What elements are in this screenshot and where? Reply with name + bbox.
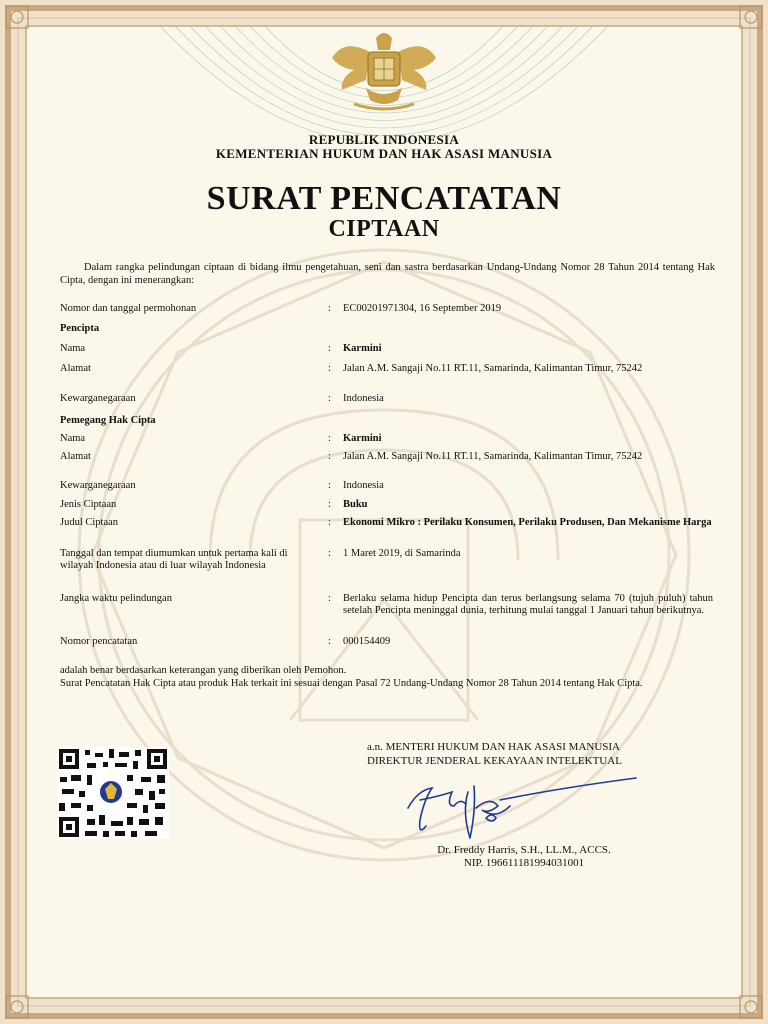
- holder-nationality: Indonesia: [343, 480, 384, 491]
- colon: :: [328, 480, 331, 491]
- holder-name-label: Nama: [60, 433, 86, 444]
- creator-heading: Pencipta: [60, 323, 100, 334]
- signatory-name: Dr. Freddy Harris, S.H., LL.M., ACCS.: [437, 844, 611, 856]
- application-label: Nomor dan tanggal permohonan: [60, 303, 197, 314]
- creator-nationality: Indonesia: [343, 393, 384, 404]
- document-subtitle: CIPTAAN: [328, 216, 440, 242]
- colon: :: [328, 548, 331, 559]
- colon: :: [328, 517, 331, 528]
- colon: :: [328, 363, 331, 374]
- work-term-label: Jangka waktu pelindungan: [60, 593, 172, 604]
- document-title: SURAT PENCATATAN: [206, 180, 562, 217]
- holder-name: Karmini: [343, 433, 382, 444]
- header-country: REPUBLIK INDONESIA: [308, 132, 460, 147]
- holder-nationality-label: Kewarganegaraan: [60, 480, 136, 491]
- signature-position: DIREKTUR JENDERAL KEKAYAAN INTELEKTUAL: [367, 755, 622, 767]
- colon: :: [328, 303, 331, 314]
- work-published-label: Tanggal dan tempat diumumkan untuk pertama kali di wilayah Indonesia atau di luar wilayah Indonesia: [60, 548, 288, 571]
- colon: :: [328, 393, 331, 404]
- colon: :: [328, 451, 331, 462]
- work-title-label: Judul Ciptaan: [60, 517, 119, 528]
- colon: :: [328, 343, 331, 354]
- colon: :: [328, 593, 331, 604]
- colon: :: [328, 499, 331, 510]
- holder-address-label: Alamat: [60, 451, 91, 462]
- signatory-nip: NIP. 196611181994031001: [463, 857, 585, 869]
- work-published: 1 Maret 2019, di Samarinda: [343, 548, 461, 559]
- work-title: Ekonomi Mikro : Perilaku Konsumen, Perilaku Produsen, Dan Mekanisme Harga: [343, 517, 712, 528]
- colon: :: [328, 433, 331, 444]
- colon: :: [328, 636, 331, 647]
- creator-address-label: Alamat: [60, 363, 91, 374]
- signature-on-behalf: a.n. MENTERI HUKUM DAN HAK ASASI MANUSIA: [367, 741, 620, 753]
- creator-name-label: Nama: [60, 343, 86, 354]
- creator-nationality-label: Kewarganegaraan: [60, 393, 136, 404]
- creator-name: Karmini: [343, 343, 382, 354]
- creator-address: Jalan A.M. Sangaji No.11 RT.11, Samarinda, Kalimantan Timur, 75242: [343, 363, 643, 374]
- work-term: Berlaku selama hidup Pencipta dan terus berlangsung selama 70 (tujuh puluh) tahun setelah Pencipta meninggal dunia, terhitung mulai tanggal 1 Januari tahun berikutnya.: [343, 593, 713, 616]
- work-type: Buku: [343, 499, 368, 510]
- closing-statement: adalah benar berdasarkan keterangan yang diberikan oleh Pemohon.: [60, 665, 347, 676]
- application-value: EC00201971304, 16 September 2019: [343, 303, 502, 314]
- work-type-label: Jenis Ciptaan: [60, 499, 117, 510]
- closing-legal-basis: Surat Pencatatan Hak Cipta atau produk Hak terkait ini sesuai dengan Pasal 72 Undang-Undang Nomor 28 Tahun 2014 tentang Hak Cipta.: [60, 678, 643, 689]
- work-record: 000154409: [343, 636, 391, 647]
- intro-paragraph: Dalam rangka pelindungan ciptaan di bidang ilmu pengetahuan, seni dan sastra berdasarkan Undang-Undang Nomor 28 Tahun 2014 tentang Hak Cipta, dengan ini menerangkan:: [60, 262, 715, 286]
- qr-code-icon: [57, 747, 169, 839]
- work-record-label: Nomor pencatatan: [60, 636, 138, 647]
- holder-address: Jalan A.M. Sangaji No.11 RT.11, Samarinda, Kalimantan Timur, 75242: [343, 451, 643, 462]
- holder-heading: Pemegang Hak Cipta: [60, 415, 156, 426]
- header-ministry: KEMENTERIAN HUKUM DAN HAK ASASI MANUSIA: [215, 146, 553, 161]
